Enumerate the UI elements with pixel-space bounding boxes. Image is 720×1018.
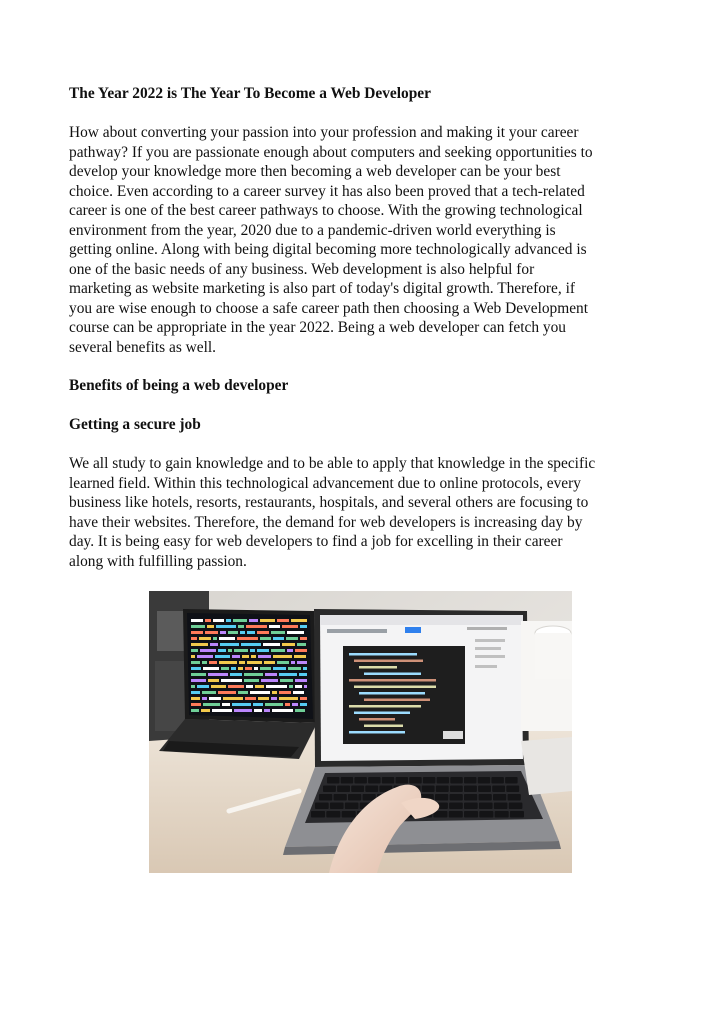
- keyboard-key: [494, 803, 508, 810]
- keyboard-key: [409, 777, 422, 784]
- code-token: [223, 697, 243, 700]
- code-token: [291, 661, 295, 664]
- paragraph-line: course can be appropriate in the year 2022. Being a web developer can fetch you: [69, 319, 566, 336]
- paragraph-line: environment from the year, 2020 due to a pandemic-driven world everything is: [69, 221, 556, 239]
- code-token: [300, 637, 307, 640]
- keyboard-key: [450, 786, 463, 793]
- paragraph-line: several benefits as well.: [69, 338, 217, 356]
- code-token: [265, 673, 277, 676]
- code-token: [191, 655, 195, 658]
- code-token: [191, 691, 200, 694]
- code-token: [288, 667, 301, 670]
- editor-line: [349, 679, 436, 682]
- code-token: [287, 631, 304, 634]
- code-token: [237, 637, 258, 640]
- code-token: [240, 631, 245, 634]
- code-token: [295, 709, 305, 712]
- code-token: [253, 703, 263, 706]
- code-token: [273, 667, 286, 670]
- code-token: [239, 661, 245, 664]
- paragraph-line: day. It is being easy for web developers to find a job for excelling in their career: [69, 533, 563, 550]
- code-token: [300, 697, 307, 700]
- paragraph-line: learned field. Within this technological advancement due to online protocols, every: [69, 474, 581, 492]
- paragraph-line: getting online. Along with being digital becoming more technologically advanced is: [69, 241, 587, 258]
- editor-line: [359, 718, 395, 721]
- keyboard-key: [341, 777, 354, 784]
- secure-job-paragraph: [69, 454, 661, 571]
- code-token: [202, 691, 216, 694]
- code-token: [238, 625, 244, 628]
- code-token: [303, 667, 307, 670]
- code-token: [273, 655, 292, 658]
- code-token: [295, 685, 302, 688]
- code-token: [212, 709, 232, 712]
- code-token: [191, 685, 195, 688]
- paragraph-line: career is one of the best career pathways to choose. With the growing technological: [69, 202, 583, 219]
- code-token: [233, 619, 247, 622]
- code-token: [203, 703, 220, 706]
- code-token: [205, 619, 211, 622]
- keyboard-key: [449, 803, 463, 810]
- keyboard-key: [510, 811, 524, 818]
- paragraph-line: pathway? If you are passionate enough about computers and seeking opportunities to: [69, 143, 593, 161]
- keyboard-key: [354, 777, 367, 784]
- code-token: [258, 655, 271, 658]
- code-token: [191, 643, 208, 646]
- code-token: [249, 619, 258, 622]
- editor-line: [354, 660, 423, 663]
- paragraph-line: one of the basic needs of any business. Web development is also helpful for: [69, 260, 535, 278]
- code-token: [191, 703, 201, 706]
- code-token: [254, 667, 258, 670]
- keyboard-key: [464, 794, 477, 801]
- keyboard-key: [433, 811, 447, 818]
- keyboard-key: [508, 794, 521, 801]
- paragraph-line: How about converting your passion into your profession and making it your career: [69, 124, 579, 141]
- code-token: [294, 655, 306, 658]
- editor-line: [349, 653, 417, 656]
- code-token: [300, 703, 307, 706]
- editor-line: [359, 692, 425, 695]
- code-token: [202, 697, 207, 700]
- editor-line: [364, 725, 403, 728]
- code-token: [273, 637, 284, 640]
- keyboard-key: [345, 803, 359, 810]
- code-token: [282, 625, 298, 628]
- code-token: [254, 709, 262, 712]
- laptop-photo-icon: [149, 591, 572, 873]
- keyboard-key: [330, 803, 344, 810]
- code-token: [220, 631, 226, 634]
- code-token: [219, 661, 237, 664]
- code-token: [247, 661, 262, 664]
- keyboard-key: [479, 794, 492, 801]
- keyboard-key: [365, 786, 378, 793]
- code-token: [215, 655, 230, 658]
- code-token: [191, 709, 199, 712]
- editor-line: [364, 699, 430, 702]
- code-token: [261, 679, 278, 682]
- code-token: [286, 637, 298, 640]
- code-token: [213, 619, 224, 622]
- code-token: [271, 631, 285, 634]
- code-token: [247, 631, 255, 634]
- code-token: [220, 643, 239, 646]
- code-token: [191, 667, 201, 670]
- code-token: [241, 643, 261, 646]
- code-token: [197, 685, 209, 688]
- code-token: [218, 649, 226, 652]
- keyboard-key: [479, 811, 493, 818]
- keyboard-key: [326, 811, 340, 818]
- code-token: [232, 703, 251, 706]
- code-token: [219, 637, 235, 640]
- keyboard-key: [323, 786, 336, 793]
- code-token: [207, 625, 214, 628]
- code-token: [230, 673, 242, 676]
- paragraph-line: you are wise enough to choose a safe career path then choosing a Web Development: [69, 299, 589, 317]
- code-token: [191, 637, 197, 640]
- code-token: [266, 685, 287, 688]
- code-token: [295, 679, 307, 682]
- code-token: [238, 691, 248, 694]
- editor-line: [349, 705, 421, 708]
- keyboard-key: [348, 794, 361, 801]
- keyboard-key: [464, 786, 477, 793]
- paragraph-line: have their websites. Therefore, the demand for web developers is increasing day by: [69, 513, 583, 531]
- keyboard-key: [495, 811, 509, 818]
- keyboard-key: [368, 777, 381, 784]
- code-token: [221, 667, 229, 670]
- code-token: [260, 667, 271, 670]
- keyboard-key: [479, 803, 493, 810]
- keyboard-key: [493, 794, 506, 801]
- keyboard-key: [450, 794, 463, 801]
- keyboard-key: [319, 794, 332, 801]
- code-token: [277, 661, 289, 664]
- code-token: [297, 643, 306, 646]
- code-token: [202, 661, 207, 664]
- keyboard-key: [334, 794, 347, 801]
- code-token: [272, 691, 277, 694]
- page-title: The Year 2022 is The Year To Become a Web Developer: [69, 85, 431, 102]
- code-token: [255, 685, 264, 688]
- keyboard-key: [464, 803, 478, 810]
- code-token: [280, 679, 293, 682]
- keyboard-key: [436, 786, 449, 793]
- code-token: [289, 685, 293, 688]
- editor-line: [364, 673, 421, 676]
- code-token: [213, 637, 217, 640]
- code-token: [234, 649, 248, 652]
- code-token: [197, 655, 213, 658]
- code-token: [244, 673, 263, 676]
- code-token: [191, 625, 205, 628]
- code-token: [279, 697, 298, 700]
- code-token: [232, 655, 240, 658]
- keyboard-key: [435, 794, 448, 801]
- code-token: [293, 691, 304, 694]
- keyboard-key: [396, 777, 409, 784]
- code-token: [271, 649, 285, 652]
- code-token: [291, 619, 307, 622]
- code-token: [258, 697, 269, 700]
- code-token: [228, 631, 238, 634]
- code-token: [250, 691, 270, 694]
- code-token: [292, 703, 298, 706]
- code-token: [203, 667, 219, 670]
- code-token: [228, 685, 244, 688]
- keyboard-key: [492, 786, 505, 793]
- paragraph-line: We all study to gain knowledge and to be able to apply that knowledge in the specific: [69, 455, 596, 472]
- paragraph-line: choice. Even according to a career survey it has also been proved that a tech-related: [69, 182, 585, 200]
- code-token: [246, 625, 267, 628]
- code-token: [263, 643, 280, 646]
- keyboard-key: [351, 786, 364, 793]
- code-token: [300, 625, 307, 628]
- code-token: [191, 697, 200, 700]
- code-token: [222, 703, 230, 706]
- document-page: [69, 84, 661, 571]
- keyboard-key: [342, 811, 356, 818]
- code-token: [251, 655, 256, 658]
- code-token: [242, 655, 249, 658]
- code-token: [250, 649, 255, 652]
- code-token: [279, 673, 297, 676]
- section-heading-secure-job: Getting a secure job: [69, 416, 201, 433]
- code-token: [221, 679, 242, 682]
- code-token: [282, 643, 295, 646]
- code-token: [269, 625, 280, 628]
- keyboard-key: [337, 786, 350, 793]
- code-token: [299, 673, 307, 676]
- code-token: [238, 667, 243, 670]
- code-token: [208, 679, 219, 682]
- code-token: [244, 679, 259, 682]
- keyboard-key: [382, 777, 395, 784]
- keyboard-key: [363, 794, 376, 801]
- keyboard-key: [478, 786, 491, 793]
- code-token: [264, 661, 275, 664]
- code-token: [234, 709, 252, 712]
- paragraph-line: along with fulfilling passion.: [69, 552, 247, 570]
- keyboard-key: [506, 786, 519, 793]
- paragraph-line: develop your knowledge more then becoming a web developer can be your best: [69, 163, 561, 180]
- code-token: [245, 697, 256, 700]
- editor-line: [359, 666, 397, 669]
- code-token: [287, 649, 293, 652]
- keyboard-key: [450, 777, 463, 784]
- code-token: [191, 649, 198, 652]
- intro-paragraph: [69, 123, 661, 357]
- code-token: [216, 625, 236, 628]
- code-token: [279, 691, 291, 694]
- code-token: [304, 685, 307, 688]
- editor-line: [354, 712, 410, 715]
- code-token: [265, 703, 283, 706]
- code-token: [210, 643, 218, 646]
- code-token: [218, 691, 236, 694]
- keyboard-key: [478, 777, 491, 784]
- code-token: [191, 673, 206, 676]
- code-token: [191, 661, 200, 664]
- code-token: [272, 709, 293, 712]
- keyboard-key: [311, 811, 325, 818]
- code-token: [246, 685, 253, 688]
- section-heading-benefits: Benefits of being a web developer: [69, 377, 289, 394]
- keyboard-key: [509, 803, 523, 810]
- code-token: [245, 667, 252, 670]
- code-token: [264, 709, 270, 712]
- editor-line: [354, 686, 436, 689]
- code-token: [191, 679, 206, 682]
- code-token: [231, 667, 236, 670]
- keyboard-key: [491, 777, 504, 784]
- code-token: [297, 661, 307, 664]
- code-token: [285, 703, 290, 706]
- paragraph-line: marketing as website marketing is also part of today's digital growth. Therefore, if: [69, 280, 575, 297]
- code-token: [205, 631, 218, 634]
- code-token: [209, 661, 217, 664]
- paragraph-line: business like hotels, resorts, restaurants, hospitals, and several others are focusing to: [69, 494, 589, 511]
- code-token: [257, 631, 269, 634]
- keyboard-key: [315, 803, 329, 810]
- code-token: [271, 697, 277, 700]
- code-token: [226, 619, 231, 622]
- code-token: [191, 631, 203, 634]
- code-token: [277, 619, 289, 622]
- code-token: [191, 619, 203, 622]
- code-token: [201, 709, 210, 712]
- code-token: [208, 673, 228, 676]
- code-token: [200, 649, 216, 652]
- code-token: [228, 649, 232, 652]
- keyboard-key: [423, 777, 436, 784]
- keyboard-key: [327, 777, 340, 784]
- keyboard-key: [437, 777, 450, 784]
- code-token: [199, 637, 211, 640]
- keyboard-key: [464, 811, 478, 818]
- code-token: [295, 649, 307, 652]
- code-token: [260, 619, 275, 622]
- keyboard-key: [422, 786, 435, 793]
- code-token: [260, 637, 271, 640]
- keyboard-key: [505, 777, 517, 784]
- code-token: [257, 649, 269, 652]
- code-token: [211, 685, 226, 688]
- keyboard-key: [449, 811, 463, 818]
- code-token: [209, 697, 221, 700]
- keyboard-key: [464, 777, 477, 784]
- editor-line: [349, 731, 405, 734]
